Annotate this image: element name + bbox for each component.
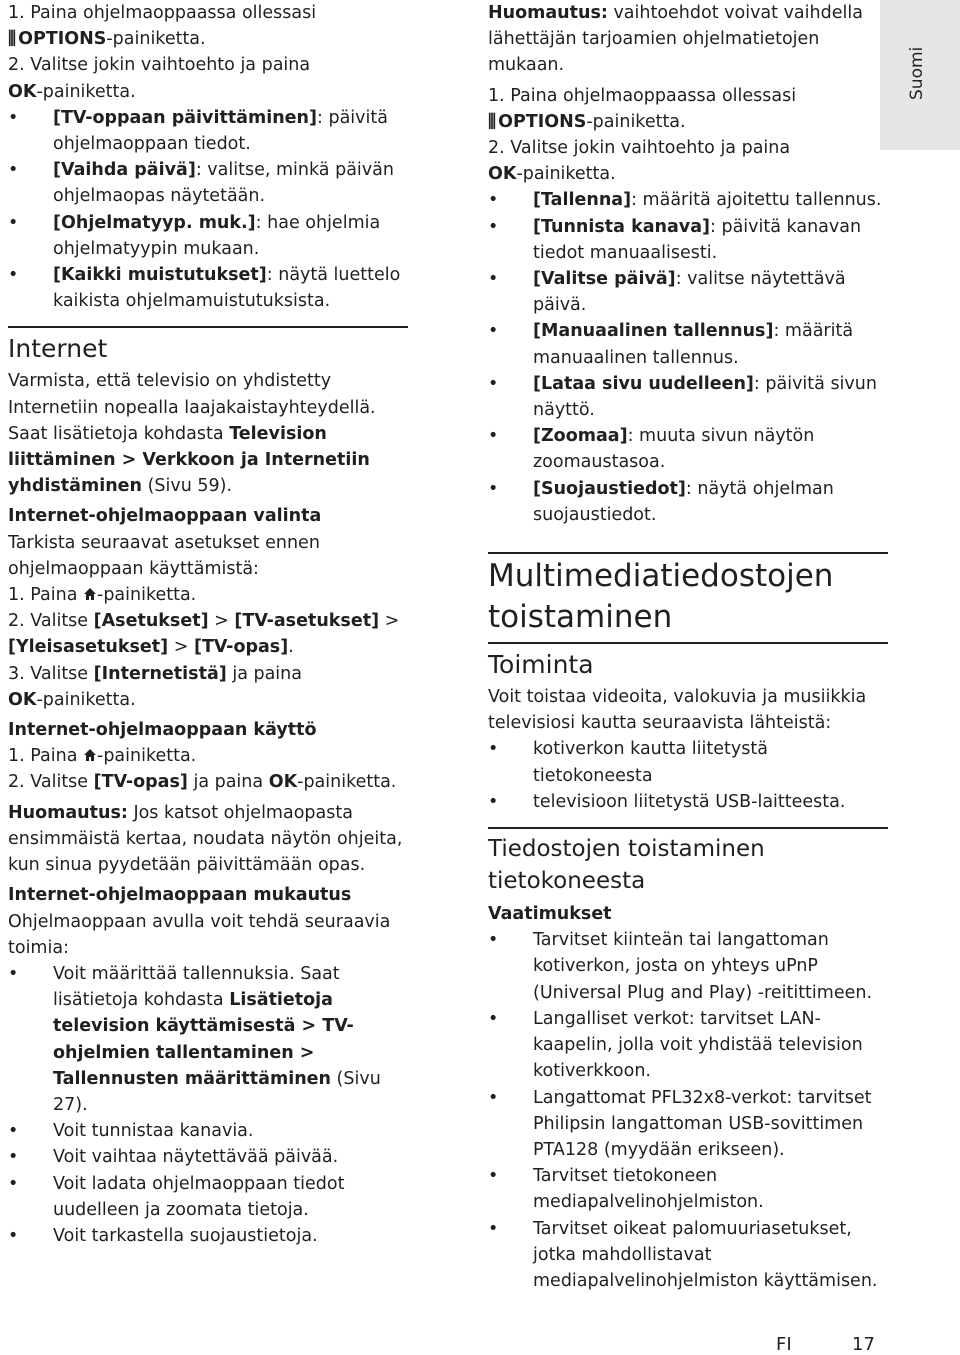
list-item: • Tarvitset oikeat palomuuriasetukset, jotka mahdollistavat mediapalvelinohjelmiston käyttämisen. bbox=[488, 1216, 888, 1295]
select-step-1: 1. Paina -painiketta. bbox=[8, 585, 197, 606]
use-heading: Internet-ohjelmaoppaan käyttö bbox=[8, 720, 317, 741]
list-item: • televisioon liitetystä USB-laitteesta. bbox=[488, 789, 888, 815]
list-item: • Voit määrittää tallennuksia. Saat lisätietoja kohdasta Lisätietoja television käyttämisestä > TV-ohjelmien tallentaminen > Tallennusten määrittäminen (Sivu 27). bbox=[8, 961, 408, 1118]
options-icon: ⫼ bbox=[488, 111, 496, 132]
list-item: • Voit tarkastella suojaustietoja. bbox=[8, 1223, 408, 1249]
use-step-2: 2. Valitse [TV-opas] ja paina OK-painiketta. bbox=[8, 772, 397, 793]
list-item: • Langalliset verkot: tarvitset LAN-kaapelin, jolla voit yhdistää television kotiverkkoon. bbox=[488, 1006, 888, 1085]
list-item: • Voit vaihtaa näytettävää päivää. bbox=[8, 1144, 408, 1170]
footer-language: FI bbox=[776, 1334, 792, 1355]
option-list bbox=[8, 105, 408, 315]
use-step-1: 1. Paina -painiketta. bbox=[8, 746, 197, 767]
multimedia-section-title: Multimediatiedostojen toistaminen bbox=[488, 552, 888, 638]
requirements-heading: Vaatimukset bbox=[488, 904, 612, 925]
list-item: • Langattomat PFL32x8-verkot: tarvitset Philipsin langattoman USB-sovittimen PTA128 (myydään erikseen). bbox=[488, 1085, 888, 1164]
options-icon: ⫼ bbox=[8, 29, 16, 50]
source-list bbox=[488, 736, 888, 815]
right-column bbox=[488, 0, 888, 1294]
list-item: • [Ohjelmatyyp. muk.]: hae ohjelmia ohjelmatyypin mukaan. bbox=[8, 210, 408, 262]
list-item: • [Suojaustiedot]: näytä ohjelman suojaustiedot. bbox=[488, 476, 888, 528]
select-intro: Tarkista seuraavat asetukset ennen ohjelmaoppaan käyttämistä: bbox=[8, 532, 320, 579]
list-item: • [Kaikki muistutukset]: näytä luettelo kaikista ohjelmamuistutuksista. bbox=[8, 262, 408, 314]
intro-step-2: 2. Valitse jokin vaihtoehto ja paina OK-painiketta. bbox=[8, 55, 311, 102]
list-item: • [Tallenna]: määritä ajoitettu tallennus. bbox=[488, 187, 888, 213]
select-step-3: 3. Valitse [Internetistä] ja paina OK-painiketta. bbox=[8, 663, 302, 710]
internet-paragraph: Varmista, että televisio on yhdistetty Internetiin nopealla laajakaistayhteydellä. Saat lisätietoja kohdasta Television liittäminen > Verkkoon ja Internetiin yhdistäminen (Sivu 59). bbox=[8, 371, 376, 497]
list-item: • Tarvitset kiinteän tai langattoman kotiverkon, josta on yhteys uPnP (Universal Plug and Play) -reitittimeen. bbox=[488, 927, 888, 1006]
list-item: • Voit tunnistaa kanavia. bbox=[8, 1118, 408, 1144]
language-tab bbox=[880, 0, 960, 150]
list-item: • kotiverkon kautta liitetystä tietokoneesta bbox=[488, 736, 888, 788]
option-list bbox=[488, 187, 888, 528]
intro-step-1: 1. Paina ohjelmaoppaassa ollessasi ⫼ OPTIONS-painiketta. bbox=[488, 83, 888, 135]
list-item: • [Valitse päivä]: valitse näytettävä päivä. bbox=[488, 266, 888, 318]
intro-step-1: 1. Paina ohjelmaoppaassa ollessasi ⫼ OPTIONS-painiketta. bbox=[8, 0, 408, 52]
note-paragraph: Huomautus: Jos katsot ohjelmaopasta ensimmäistä kertaa, noudata näytön ohjeita, kun sinua pyydetään päivittämään opas. bbox=[8, 802, 403, 876]
list-item: • Tarvitset tietokoneen mediapalvelinohjelmiston. bbox=[488, 1163, 888, 1215]
list-item: • [Vaihda päivä]: valitse, minkä päivän ohjelmaopas näytetään. bbox=[8, 157, 408, 209]
requirements-list bbox=[488, 927, 888, 1294]
custom-intro: Ohjelmaoppaan avulla voit tehdä seuraavia toimia: bbox=[8, 911, 391, 958]
home-icon bbox=[83, 748, 97, 762]
custom-list bbox=[8, 961, 408, 1249]
internet-reference: Television liittäminen > Verkkoon ja Internetiin yhdistäminen bbox=[8, 423, 370, 497]
toiminta-paragraph: Voit toistaa videoita, valokuvia ja musiikkia televisiosi kautta seuraavista lähteistä: bbox=[488, 687, 867, 734]
intro-step-2: 2. Valitse jokin vaihtoehto ja paina OK-painiketta. bbox=[488, 138, 791, 185]
files-section-title: Tiedostojen toistaminen tietokoneesta bbox=[488, 827, 888, 897]
home-icon bbox=[83, 587, 97, 601]
list-item: • [Tunnista kanava]: päivitä kanavan tiedot manuaalisesti. bbox=[488, 214, 888, 266]
left-column bbox=[8, 0, 408, 1249]
list-item: • [Manuaalinen tallennus]: määritä manuaalinen tallennus. bbox=[488, 318, 888, 370]
select-heading: Internet-ohjelmaoppaan valinta bbox=[8, 506, 322, 527]
list-item: • [Lataa sivu uudelleen]: päivitä sivun näyttö. bbox=[488, 371, 888, 423]
list-item: • [Zoomaa]: muuta sivun näytön zoomaustasoa. bbox=[488, 423, 888, 475]
language-tab-label: Suomi bbox=[907, 46, 927, 100]
custom-heading: Internet-ohjelmaoppaan mukautus bbox=[8, 885, 352, 906]
internet-section-title: Internet bbox=[8, 326, 408, 364]
note-paragraph: Huomautus: vaihtoehdot voivat vaihdella lähettäjän tarjoamien ohjelmatietojen mukaan. bbox=[488, 3, 863, 76]
list-item: • [TV-oppaan päivittäminen]: päivitä ohjelmaoppaan tiedot. bbox=[8, 105, 408, 157]
toiminta-title: Toiminta bbox=[488, 642, 888, 680]
page-number: 17 bbox=[852, 1334, 875, 1355]
select-step-2: 2. Valitse [Asetukset] > [TV-asetukset] > [Yleisasetukset] > [TV-opas]. bbox=[8, 611, 400, 658]
list-item: • Voit ladata ohjelmaoppaan tiedot uudelleen ja zoomata tietoja. bbox=[8, 1171, 408, 1223]
